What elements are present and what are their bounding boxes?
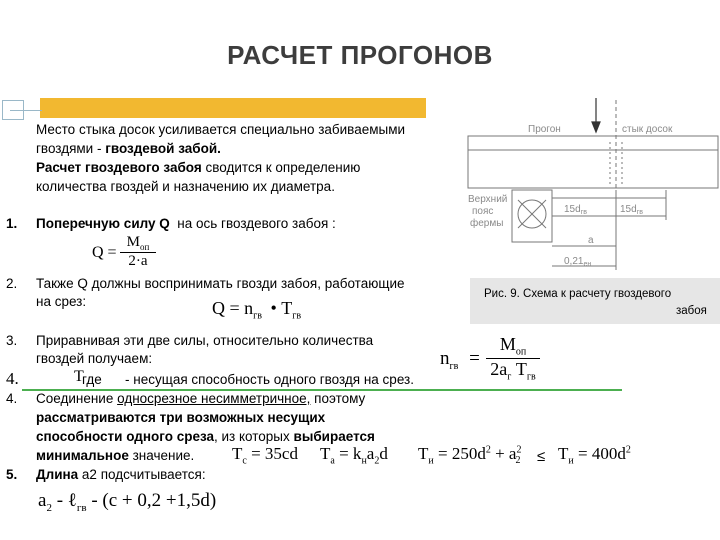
item-4b-number: 4. [6, 391, 18, 406]
item-4a-t: T [74, 368, 84, 385]
label-progon: Прогон [528, 124, 561, 135]
nail-joint-diagram [466, 90, 720, 276]
page-title: РАСЧЕТ ПРОГОНОВ [227, 40, 493, 70]
item-4b-line-1-a: Соединение [36, 391, 118, 406]
formula-n-eq: = [469, 348, 480, 369]
item-4b-line-4-a: минимальное [36, 448, 129, 463]
formula-ta-a: a [366, 444, 375, 463]
formula-n-letter: n [440, 348, 450, 369]
intro-line-2-text: гвоздями - [36, 141, 106, 156]
formula-ta-a-sub: 2 [374, 455, 380, 467]
formula-n-fraction [486, 334, 540, 382]
dim-4-sub: ен [583, 261, 592, 268]
item-4b-line-2: рассматриваются три возможных несущих [36, 410, 326, 425]
intro-line-1: Место стыка досок усиливается специально забиваемыми [36, 122, 406, 137]
formula-n-numerator [486, 334, 540, 358]
formula-ti-plus: + a [490, 444, 517, 463]
dim-1 [564, 204, 587, 216]
accent-bar [40, 98, 426, 118]
formula-n-num-m: M [499, 334, 516, 354]
formula-n-den-a: 2a [490, 358, 508, 379]
item-4b-line-3-b: , из которых [214, 429, 294, 444]
item-5-number: 5. [6, 467, 18, 482]
item-1-text [36, 216, 336, 231]
dim-1-sub: гв [580, 209, 587, 216]
formula-q-numerator [120, 234, 156, 252]
formula-q-num-sub: оп [140, 242, 150, 252]
formula-ti-t: T [418, 444, 429, 463]
formula-ta-sub: a [330, 455, 335, 467]
label-fermy: фермы [470, 218, 504, 229]
formula-q2-lhs: Q = n [212, 298, 254, 318]
label-upper: Верхний [468, 194, 508, 205]
formula-q-lhs: Q = [92, 244, 117, 261]
formula-ta-rhs: = k [334, 444, 362, 463]
formula-n-den-t: T [515, 358, 527, 379]
intro-line-4: количества гвоздей и назначению их диаметра. [36, 179, 335, 194]
item-4a-number: 4. [6, 369, 19, 388]
formula-a2-rhs: - (c + 0,2 +1,5d) [86, 490, 217, 511]
item-1-rest: на ось гвоздевого забоя : [177, 216, 336, 231]
dim-3: a [588, 235, 594, 246]
formula-q2 [212, 298, 301, 322]
intro-line-2 [36, 141, 221, 156]
item-5-text [36, 467, 206, 482]
formula-tc-rhs: = 35cd [246, 444, 298, 463]
intro-line-3-text: сводится к определению [201, 160, 361, 175]
item-4b-line-1-underlined: односрезное несимметричное, [117, 391, 311, 406]
formula-q-fraction [120, 234, 156, 270]
label-pole: пояс [472, 206, 494, 217]
formula-n-sub: гв [449, 360, 459, 372]
formula-leq: ≤ [537, 448, 546, 465]
dim-2-value: 15d [620, 204, 637, 215]
formula-ti-sub: и [428, 455, 434, 467]
item-4a-text: - несущая способность одного гвоздя на срез. [125, 372, 414, 387]
caption-line-2: забоя [676, 305, 707, 317]
dim-2 [620, 204, 643, 216]
formula-tc [232, 444, 298, 466]
label-styk: стык досок [622, 124, 673, 135]
formula-ti-rhs: = 250d [433, 444, 486, 463]
item-4a-where: где [82, 372, 102, 387]
item-5-a2: а2 [81, 467, 97, 482]
dim-1-value: 15d [564, 204, 581, 215]
formula-ti-sup2: 2 [516, 444, 522, 456]
item-5-bold: Длина [36, 467, 82, 482]
formula-ti [418, 444, 520, 466]
load-arrow-head [592, 122, 600, 132]
formula-n-lhs [440, 348, 480, 372]
item-4b-line-3 [36, 429, 375, 444]
item-3-line-1: Приравнивая эти две силы, относительно количества [36, 333, 374, 348]
formula-n-num-sub: оп [515, 346, 527, 358]
formula-ta-t: T [320, 444, 331, 463]
item-2-line-2: на срез: [36, 294, 87, 309]
dim-4-value: 0,21 [564, 256, 584, 267]
formula-tc-sub: c [242, 455, 247, 467]
formula-a2-minus: - ℓ [51, 490, 77, 511]
item-4b-line-3-c: выбирается [293, 429, 375, 444]
formula-q2-t: T [281, 298, 293, 318]
formula-tc-t: T [232, 444, 243, 463]
dim-2-sub: гв [636, 209, 643, 216]
formula-ti2-rhs: = 400d [573, 444, 626, 463]
item-4b-line-4 [36, 448, 194, 463]
formula-a2-l-sub: гв [76, 501, 87, 514]
formula-ti2-t: T [558, 444, 569, 463]
formula-ti-sub2: 2 [515, 455, 521, 467]
formula-q2-t-sub: гв [292, 310, 302, 322]
accent-line [10, 110, 42, 111]
dim-4 [564, 256, 591, 268]
formula-ti2-sup: 2 [625, 444, 631, 456]
formula-n-denominator [486, 359, 540, 383]
item-4b-line-1 [36, 391, 365, 406]
formula-q2-sub: гв [253, 310, 262, 322]
intro-line-3-bold: Расчет гвоздевого забоя [36, 160, 202, 175]
formula-n-den-sub: г [507, 371, 512, 383]
intro-line-2-bold: гвоздевой забой. [105, 141, 221, 156]
item-3-number: 3. [6, 333, 18, 348]
item-1-number: 1. [6, 216, 18, 231]
formula-ti2-sub: и [568, 455, 574, 467]
item-4b-line-1-b: поэтому [310, 391, 366, 406]
caption-line-1: Рис. 9. Схема к расчету гвоздевого [484, 288, 672, 300]
item-4b-line-3-a: способности одного среза [36, 429, 214, 444]
item-2-line-1: Также Q должны воспринимать гвозди забоя, работающие [36, 276, 405, 291]
formula-ta [320, 444, 388, 466]
formula-a2-sub: 2 [46, 501, 52, 514]
formula-n-den-t-sub: гв [526, 371, 536, 383]
item-4b-line-4-b: значение. [128, 448, 195, 463]
formula-q2-dot: • [270, 298, 277, 318]
formula-q-denominator: 2·a [128, 253, 148, 269]
intro-line-3 [36, 160, 360, 175]
item-2-number: 2. [6, 276, 18, 291]
purlin-board [468, 136, 718, 188]
formula-a2-a: a [38, 490, 47, 511]
formula-q-num-m: M [126, 234, 140, 250]
formula-ta-k-sub: н [361, 455, 367, 467]
caption-box [470, 278, 720, 324]
formula-a2 [38, 490, 216, 514]
item-5-rest: подсчитывается: [96, 467, 206, 482]
formula-ti2 [558, 444, 631, 466]
formula-ta-d: d [379, 444, 388, 463]
formula-ti-sup1: 2 [485, 444, 491, 456]
item-1-bold: Поперечную силу Q [36, 216, 170, 231]
item-3-line-2: гвоздей получаем: [36, 351, 153, 366]
